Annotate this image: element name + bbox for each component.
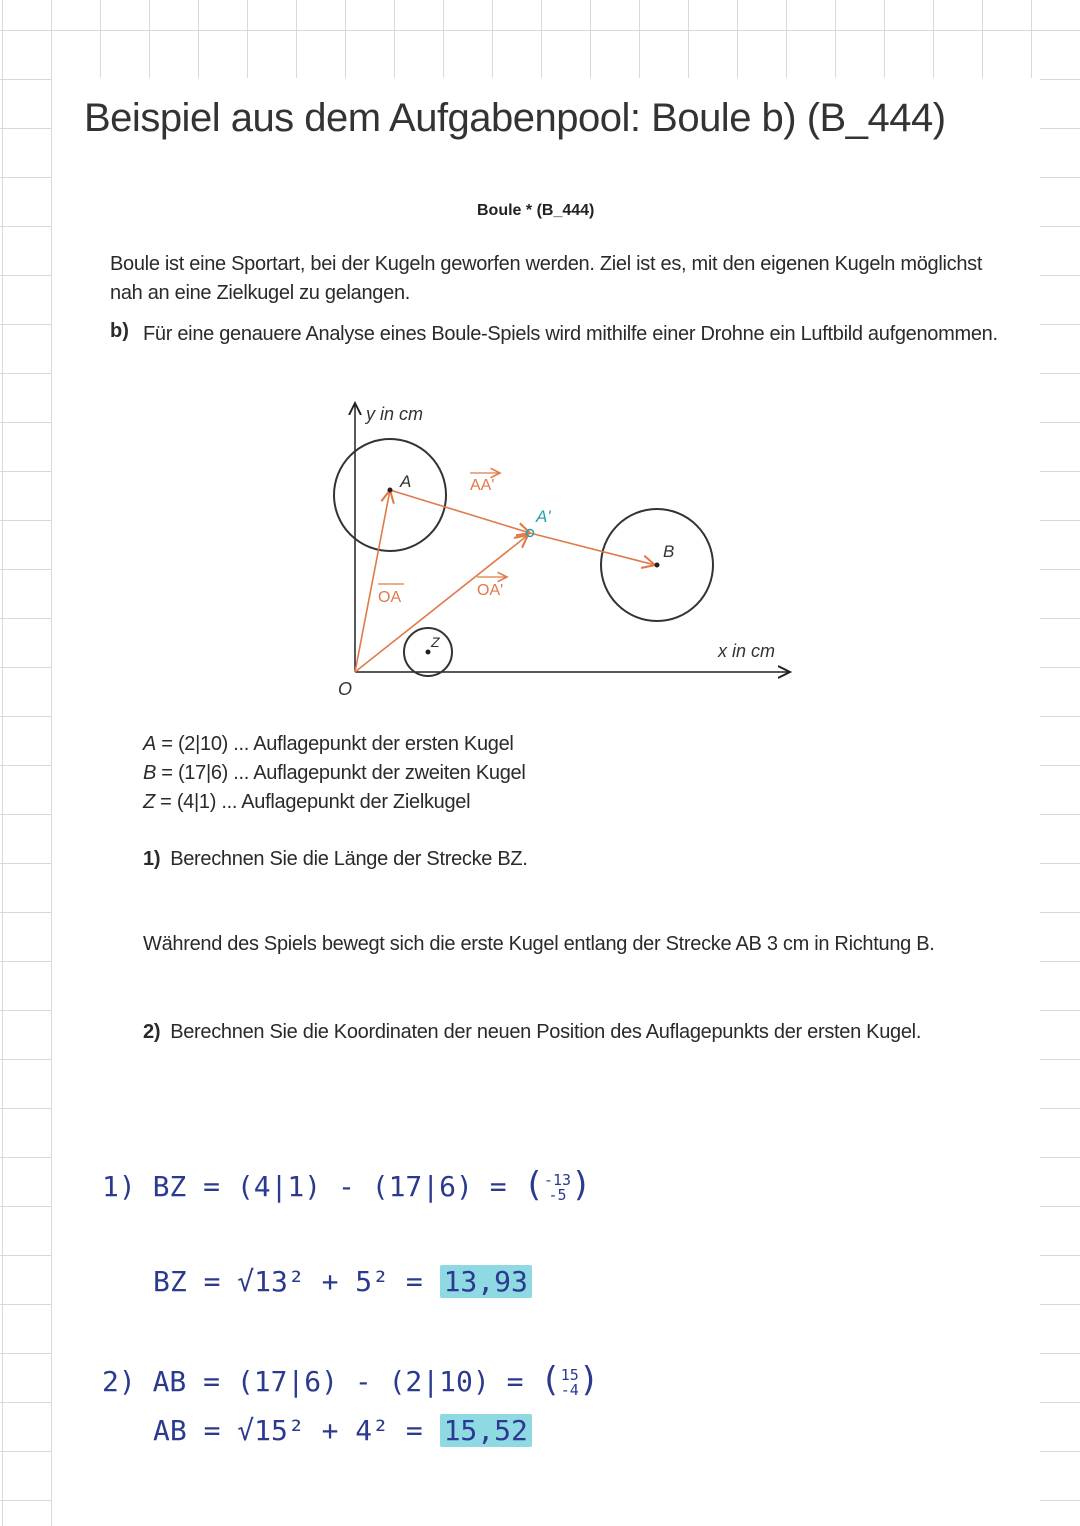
task-1-number: 1) (143, 848, 161, 870)
label-vector-oa: OA (378, 589, 402, 606)
task-2-text: Berechnen Sie die Koordinaten der neuen Position des Auflagepunkts der ersten Kugel. (170, 1021, 922, 1043)
solution-line-2 (153, 1265, 532, 1298)
solution-line-3: 2) AB = (17|6) - (2|10) = (15 -4) (102, 1360, 600, 1400)
label-vector-aa: AA' (470, 477, 495, 494)
point-definitions (143, 730, 526, 817)
point-def-a: A = (2|10) ... Auflagepunkt der ersten Kugel (143, 733, 514, 755)
task-1-text: Berechnen Sie die Länge der Strecke BZ. (170, 848, 528, 870)
intro-text: Boule ist eine Sportart, bei der Kugeln geworfen werden. Ziel ist es, mit den eigenen Kugeln möglichst nah an eine Zielkugel zu gelangen. (110, 253, 983, 304)
segment-a-prime-b (530, 533, 655, 565)
solution-line-1-text: 1) BZ = (4|1) - (17|6) = (102, 1170, 524, 1203)
solution-line-4 (153, 1414, 532, 1447)
page-title: Beispiel aus dem Aufgabenpool: Boule b) (B_444) (84, 96, 946, 140)
ball-a (334, 439, 446, 551)
boule-figure (300, 395, 820, 705)
point-b (655, 563, 660, 568)
solution-line-3-text: 2) AB = (17|6) - (2|10) = (102, 1365, 541, 1398)
solution-line-1: 1) BZ = (4|1) - (17|6) = (-13 -5 ) (102, 1165, 592, 1205)
label-a: A (400, 472, 412, 491)
task-2 (143, 1018, 995, 1047)
y-axis-label: y in cm (366, 404, 424, 424)
point-def-b: B = (17|6) ... Auflagepunkt der zweiten Kugel (143, 762, 526, 784)
solution-line-2-text: BZ = √13² + 5² = (153, 1265, 440, 1298)
task-2-number: 2) (143, 1021, 161, 1043)
task-1 (143, 845, 528, 874)
vector-oa (355, 490, 390, 672)
result-ab-highlight: 15,52 (440, 1414, 532, 1447)
document-header: Boule * (B_444) (477, 202, 595, 219)
movement-paragraph: Während des Spiels bewegt sich die erste Kugel entlang der Strecke AB 3 cm in Richtung B. (143, 933, 935, 955)
solution-line-4-text: AB = √15² + 4² = (153, 1414, 440, 1447)
result-bz-highlight: 13,93 (440, 1265, 532, 1298)
point-a (388, 488, 393, 493)
label-vector-oa-prime: OA' (477, 582, 504, 599)
part-b-label: b) (110, 320, 129, 342)
label-b: B (663, 542, 675, 561)
origin-label: O (338, 679, 353, 699)
point-z (426, 650, 431, 655)
label-z: Z (431, 634, 440, 650)
vector-aa-prime (390, 490, 530, 533)
part-b-text: Für eine genauere Analyse eines Boule-Spiels wird mithilfe einer Drohne ein Luftbild aufgenommen. (143, 323, 998, 345)
vector-ab: 15 -4 (560, 1366, 579, 1399)
vector-bz: -13 -5 (543, 1171, 572, 1204)
label-a-prime: A' (536, 507, 551, 526)
x-axis-label: x in cm (718, 641, 776, 661)
point-def-z: Z = (4|1) ... Auflagepunkt der Zielkugel (143, 791, 471, 813)
